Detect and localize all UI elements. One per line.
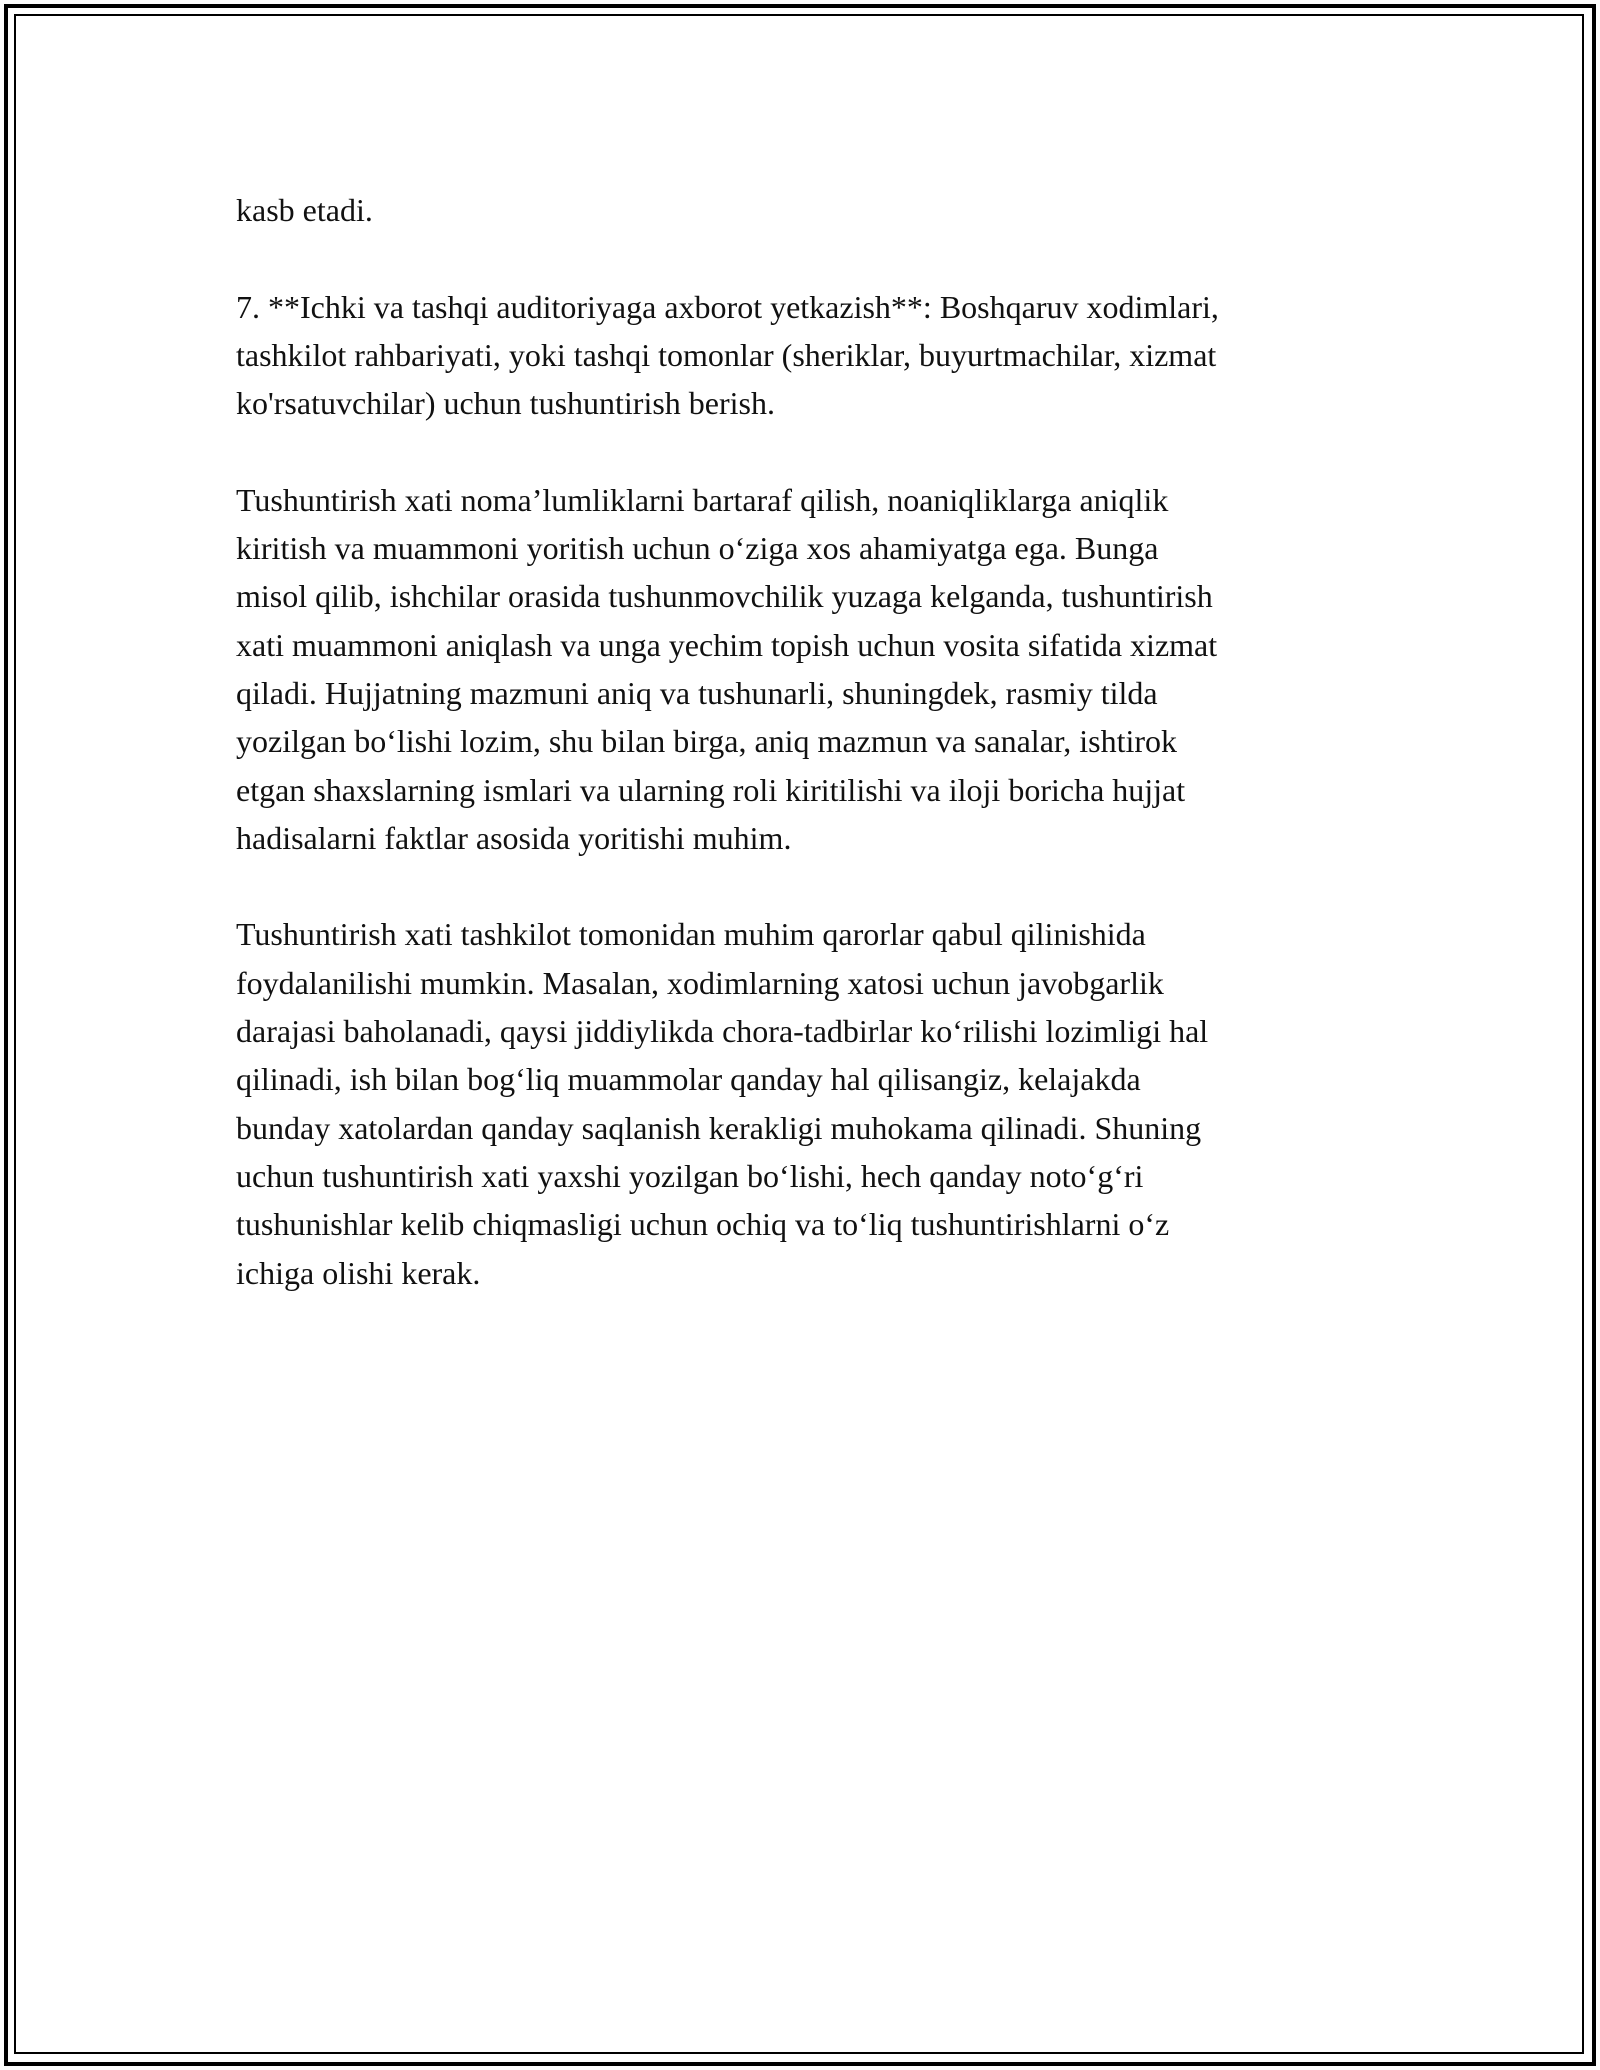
paragraph-decisions: Tushuntirish xati tashkilot tomonidan muhim qarorlar qabul qilinishida foydalanilishi mumkin. Masalan, xodimlarning xatosi uchun javobgarlik darajasi baholanadi, qaysi jiddiylikda chora-tadbirlar ko‘rilishi lozimligi hal qilinadi, ish bilan bog‘liq muammolar qanday hal qilisangiz, kelajakda bunday xatolardan qanday saqlanish kerakligi muhokama qilinadi. Shuning uchun tushuntirish xati yaxshi yozilgan bo‘lishi, hech qanday noto‘g‘ri tushunishlar kelib chiqmasligi uchun ochiq va to‘liq tushuntirishlarni o‘z ichiga olishi kerak.	[236, 916, 1209, 1291]
list-item-7: 7. **Ichki va tashqi auditoriyaga axborot yetkazish**: Boshqaruv xodimlari, tashkilot rahbariyati, yoki tashqi tomonlar (sheriklar, buyurtmachilar, xizmat ko'rsatuvchilar) uchun tushuntirish berish.	[236, 288, 1219, 422]
paragraph-continuation: kasb etadi.	[236, 192, 373, 228]
paragraph-purpose: Tushuntirish xati noma’lumliklarni bartaraf qilish, noaniqliklarga aniqlik kiritish va muammoni yoritish uchun o‘ziga xos ahamiyatga ega. Bunga misol qilib, ishchilar orasida tushunmovchilik yuzaga kelganda, tushuntirish xati muammoni aniqlash va unga yechim topish uchun vosita sifatida xizmat qiladi. Hujjatning mazmuni aniq va tushunarli, shuningdek, rasmiy tilda yozilgan bo‘lishi lozim, shu bilan birga, aniq mazmun va sanalar, ishtirok etgan shaxslarning ismlari va ularning roli kiritilishi va iloji boricha hujjat hadisalarni faktlar asosida yoritishi muhim.	[236, 481, 1218, 856]
document-body	[236, 186, 1376, 1345]
